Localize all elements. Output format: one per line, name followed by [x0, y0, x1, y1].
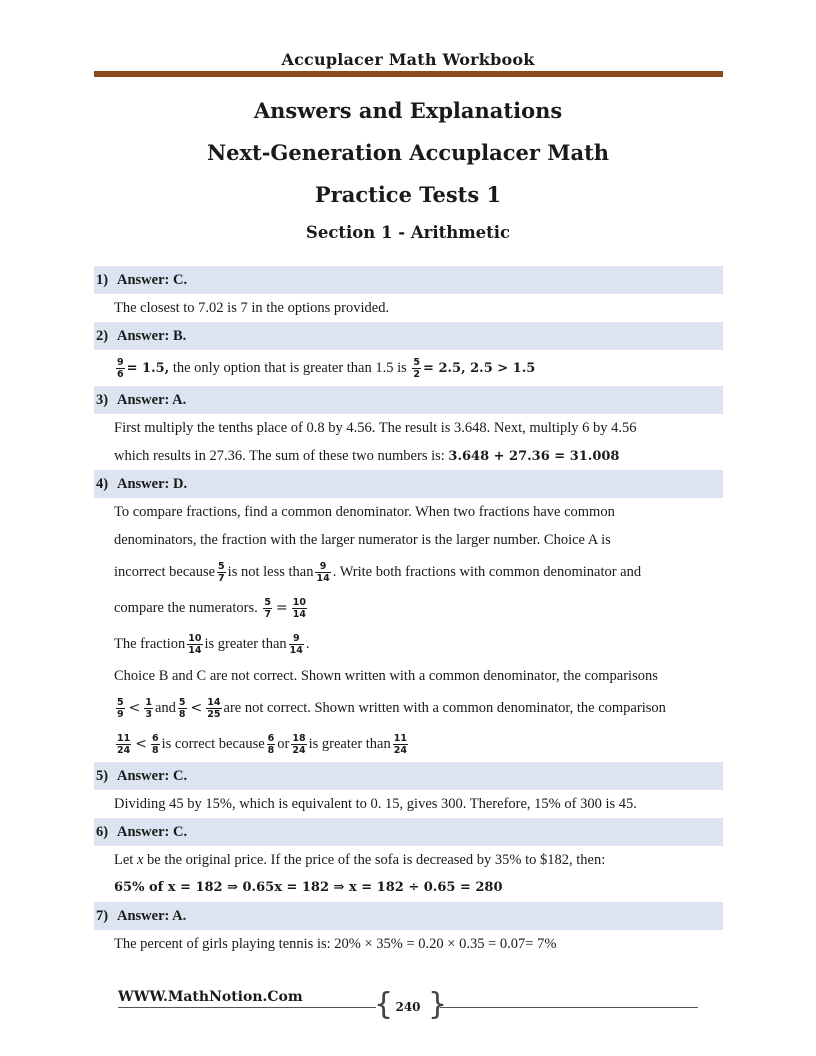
- fraction: [187, 633, 202, 656]
- denominator: 7: [264, 609, 271, 621]
- answer-header: [94, 902, 723, 930]
- answer-label: Answer: C.: [117, 768, 188, 784]
- answer-number: 6): [96, 824, 109, 840]
- denominator: 9: [117, 709, 124, 721]
- explanation-text: Let: [114, 852, 134, 868]
- denominator: 24: [292, 745, 306, 757]
- explanation-line: [114, 350, 723, 386]
- fraction: [292, 597, 307, 620]
- explanation-text: is greater than: [308, 736, 391, 752]
- denominator: 24: [393, 745, 407, 757]
- denominator: 2: [413, 369, 421, 381]
- numerator: 5: [264, 597, 271, 609]
- denominator: 14: [292, 609, 306, 621]
- denominator: 14: [316, 573, 330, 585]
- fraction: [267, 733, 276, 756]
- numerator: 6: [151, 733, 159, 745]
- fraction: [263, 597, 272, 620]
- explanation: [94, 930, 723, 958]
- answer-number: 2): [96, 328, 109, 344]
- numerator: 11: [393, 733, 407, 745]
- explanation-line: First multiply the tenths place of 0.8 by 4.56. The result is 3.648. Next, multiply 6 by 4.56: [114, 420, 637, 436]
- page-title: Answers and Explanations: [253, 98, 563, 123]
- explanation: [94, 498, 723, 762]
- fraction: [315, 561, 330, 584]
- fraction: [178, 697, 187, 720]
- fraction: [217, 561, 226, 584]
- fraction: [291, 733, 306, 756]
- explanation-text: which results in 27.36. The sum of these two numbers is:: [114, 448, 445, 464]
- answer-header: [94, 322, 723, 350]
- answer-number: 5): [96, 768, 109, 784]
- numerator: 9: [289, 633, 304, 645]
- denominator: 3: [145, 709, 152, 721]
- practice-test-title: Practice Tests 1: [314, 182, 502, 207]
- fraction: [393, 733, 408, 756]
- explanation: [94, 846, 723, 902]
- variable: x: [136, 852, 144, 868]
- explanation-text: is correct because: [161, 736, 265, 752]
- math-expression: 65% of x = 182 ⇒ 0.65x = 182 ⇒ x = 182 ÷ 0.65 = 280: [114, 880, 503, 895]
- answer-header: [94, 762, 723, 790]
- explanation-text: or: [277, 736, 290, 752]
- explanation-text: the only option that is greater than 1.5 is: [169, 360, 407, 376]
- right-brace-icon: }: [428, 987, 448, 1022]
- footer-rule: [118, 1007, 376, 1008]
- denominator: 8: [151, 745, 159, 757]
- answers-list: [94, 266, 723, 958]
- numerator: 1: [145, 697, 152, 709]
- numerator: 6: [267, 733, 275, 745]
- explanation-line: [114, 554, 723, 590]
- fraction: [116, 357, 125, 380]
- denominator: 6: [117, 369, 124, 381]
- answer-number: 7): [96, 908, 109, 924]
- answer-label: Answer: B.: [117, 328, 187, 344]
- answer-header: [94, 470, 723, 498]
- denominator: 8: [178, 709, 186, 721]
- answer-label: Answer: C.: [117, 824, 188, 840]
- explanation-line: To compare fractions, find a common denominator. When two fractions have common: [114, 504, 615, 520]
- fraction: [116, 697, 125, 720]
- less-than-sign: <: [190, 700, 203, 716]
- numerator: 10: [188, 633, 202, 645]
- explanation-line: Choice B and C are not correct. Shown written with a common denominator, the comparisons: [114, 668, 658, 684]
- equals-sign: =: [275, 600, 288, 616]
- numerator: 5: [117, 697, 124, 709]
- denominator: 8: [267, 745, 275, 757]
- math-expression: = 2.5, 2.5 > 1.5: [423, 361, 536, 376]
- left-brace-icon: {: [374, 987, 394, 1022]
- answer-number: 3): [96, 392, 109, 408]
- answer-number: 4): [96, 476, 109, 492]
- numerator: 5: [413, 357, 421, 369]
- answer-label: Answer: C.: [117, 272, 188, 288]
- numerator: 9: [315, 561, 330, 573]
- denominator: 14: [188, 645, 202, 657]
- section-title: Section 1 - Arithmetic: [305, 223, 511, 242]
- explanation-line: [114, 690, 723, 726]
- numerator: 9: [117, 357, 124, 369]
- denominator: 14: [289, 645, 303, 657]
- explanation-text: is greater than: [204, 636, 287, 652]
- answer-label: Answer: D.: [117, 476, 188, 492]
- explanation-text: incorrect because: [114, 564, 216, 580]
- answer-header: [94, 266, 723, 294]
- less-than-sign: <: [128, 700, 141, 716]
- explanation: [94, 294, 723, 322]
- math-expression: 3.648 + 27.36 = 31.008: [448, 449, 620, 464]
- denominator: 7: [218, 573, 225, 585]
- explanation-text: be the original price. If the price of the sofa is decreased by 35% to $182, then:: [147, 852, 606, 868]
- fraction: [206, 697, 221, 720]
- answer-number: 1): [96, 272, 109, 288]
- answer-label: Answer: A.: [117, 908, 187, 924]
- denominator: 25: [207, 709, 221, 721]
- header-rule: [94, 71, 723, 77]
- explanation: [94, 350, 723, 386]
- explanation: [94, 790, 723, 818]
- page-subtitle: Next-Generation Accuplacer Math: [206, 140, 610, 165]
- answer-label: Answer: A.: [117, 392, 187, 408]
- fraction: [116, 733, 131, 756]
- explanation-line: Dividing 45 by 15%, which is equivalent to 0. 15, gives 300. Therefore, 15% of 300 is 45.: [114, 796, 637, 812]
- numerator: 18: [292, 733, 306, 745]
- explanation-line: [114, 442, 723, 470]
- page-number: 240: [395, 1000, 421, 1014]
- explanation-text: is not less than: [227, 564, 314, 580]
- less-than-sign: <: [135, 736, 147, 752]
- explanation-line: [114, 626, 723, 662]
- explanation-text: are not correct. Shown written with a common denominator, the comparison: [223, 700, 666, 716]
- numerator: 5: [218, 561, 225, 573]
- explanation-text: The fraction: [114, 636, 186, 652]
- explanation-line: [114, 846, 723, 874]
- header-title: Accuplacer Math Workbook: [281, 50, 535, 69]
- explanation-text: . Write both fractions with common denominator and: [332, 564, 642, 580]
- numerator: 14: [207, 697, 221, 709]
- footer-rule: [440, 1007, 698, 1008]
- explanation-line: The percent of girls playing tennis is: 20% × 35% = 0.20 × 0.35 = 0.07= 7%: [114, 936, 557, 952]
- explanation-text: and: [154, 700, 176, 716]
- numerator: 5: [178, 697, 186, 709]
- explanation-line: [114, 726, 723, 762]
- answer-header: [94, 818, 723, 846]
- explanation-line: [114, 590, 723, 626]
- fraction: [144, 697, 153, 720]
- denominator: 24: [117, 745, 131, 757]
- explanation-line: The closest to 7.02 is 7 in the options provided.: [114, 300, 390, 316]
- explanation: [94, 414, 723, 470]
- footer-website: WWW.MathNotion.Com: [118, 989, 303, 1005]
- math-expression: = 1.5,: [126, 361, 170, 376]
- explanation-line: denominators, the fraction with the larger numerator is the larger number. Choice A is: [114, 532, 611, 548]
- fraction: [412, 357, 421, 380]
- numerator: 10: [292, 597, 306, 609]
- fraction: [289, 633, 304, 656]
- answer-header: [94, 386, 723, 414]
- numerator: 11: [117, 733, 131, 745]
- explanation-text: .: [305, 636, 310, 652]
- fraction: [151, 733, 160, 756]
- explanation-text: compare the numerators.: [114, 600, 258, 616]
